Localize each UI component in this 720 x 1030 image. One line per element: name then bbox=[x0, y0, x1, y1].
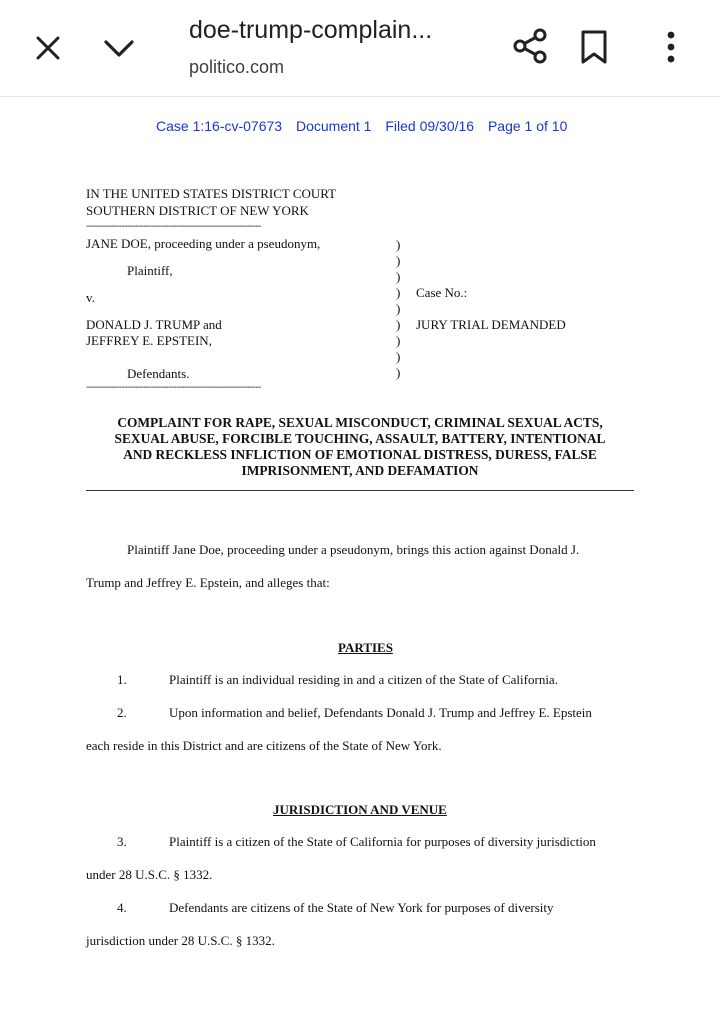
paragraph-2-text-line2: each reside in this District and are citizens of the State of New York. bbox=[86, 738, 442, 753]
paragraph-4-text-line1: Defendants are citizens of the State of New York for purposes of diversity bbox=[169, 900, 554, 915]
paragraph-number: 1. bbox=[117, 672, 127, 687]
filed-date-stamp: Filed 09/30/16 bbox=[385, 118, 475, 134]
more-options-button[interactable] bbox=[658, 28, 684, 68]
share-icon bbox=[511, 26, 551, 66]
complaint-title-line: COMPLAINT FOR RAPE, SEXUAL MISCONDUCT, CRIMINAL SEXUAL ACTS, bbox=[117, 415, 603, 430]
caption-paren: ) bbox=[396, 237, 401, 252]
complaint-title-line: IMPRISONMENT, AND DEFAMATION bbox=[241, 463, 479, 478]
case-number-label: Case No.: bbox=[416, 285, 468, 300]
caption-paren: ) bbox=[396, 285, 401, 300]
versus-label: v. bbox=[86, 290, 95, 305]
page-domain: politico.com bbox=[189, 57, 285, 77]
close-icon bbox=[30, 30, 66, 66]
plaintiff-label: Plaintiff, bbox=[127, 263, 173, 278]
complaint-title bbox=[86, 415, 634, 479]
page-count-stamp: Page 1 of 10 bbox=[487, 118, 568, 134]
court-name-line2: SOUTHERN DISTRICT OF NEW YORK bbox=[86, 203, 309, 218]
page-title: doe-trump-complain... bbox=[189, 16, 433, 44]
close-button[interactable] bbox=[30, 30, 66, 66]
court-name-line1: IN THE UNITED STATES DISTRICT COURT bbox=[86, 186, 337, 201]
pdf-header-stamp bbox=[156, 118, 577, 134]
paragraph-number: 3. bbox=[117, 834, 127, 849]
browser-top-bar bbox=[0, 0, 720, 97]
jury-trial-label: JURY TRIAL DEMANDED bbox=[416, 317, 566, 332]
case-number-stamp: Case 1:16-cv-07673 bbox=[156, 118, 283, 134]
paragraph-3-text-line1: Plaintiff is a citizen of the State of California for purposes of diversity jurisdiction bbox=[169, 834, 596, 849]
collapse-button[interactable] bbox=[100, 30, 138, 66]
plaintiff-name: JANE DOE, proceeding under a pseudonym, bbox=[86, 236, 321, 251]
defendants-label: Defendants. bbox=[127, 366, 190, 381]
defendant-name-line2: JEFFREY E. EPSTEIN, bbox=[86, 333, 212, 348]
chevron-down-icon bbox=[100, 30, 138, 66]
paragraph-number: 2. bbox=[117, 705, 127, 720]
caption-paren: ) bbox=[396, 365, 401, 380]
caption-top-divider: ---------------------------------------------------------------- bbox=[86, 221, 261, 232]
paragraph-number: 4. bbox=[117, 900, 127, 915]
caption-paren: ) bbox=[396, 349, 401, 364]
intro-paragraph-line2: Trump and Jeffrey E. Epstein, and alleges that: bbox=[86, 575, 330, 590]
paragraph-4-text-line2: jurisdiction under 28 U.S.C. § 1332. bbox=[86, 933, 275, 948]
section-heading-parties: PARTIES bbox=[338, 640, 393, 655]
complaint-title-line: SEXUAL ABUSE, FORCIBLE TOUCHING, ASSAULT, BATTERY, INTENTIONAL bbox=[114, 431, 606, 446]
bookmark-icon bbox=[576, 27, 612, 67]
complaint-title-line: AND RECKLESS INFLICTION OF EMOTIONAL DISTRESS, DURESS, FALSE bbox=[123, 447, 597, 462]
intro-paragraph-line1: Plaintiff Jane Doe, proceeding under a pseudonym, brings this action against Donald J. bbox=[127, 542, 580, 557]
caption-paren: ) bbox=[396, 269, 401, 284]
caption-bottom-divider: ---------------------------------------------------------------- bbox=[86, 382, 261, 393]
paragraph-2-text-line1: Upon information and belief, Defendants Donald J. Trump and Jeffrey E. Epstein bbox=[169, 705, 592, 720]
paragraph-1-text: Plaintiff is an individual residing in and a citizen of the State of California. bbox=[169, 672, 558, 687]
more-vert-icon bbox=[658, 28, 684, 68]
share-button[interactable] bbox=[511, 26, 551, 66]
document-number-stamp: Document 1 bbox=[295, 118, 372, 134]
caption-paren: ) bbox=[396, 253, 401, 268]
defendant-name-line1: DONALD J. TRUMP and bbox=[86, 317, 222, 332]
section-heading-jurisdiction: JURISDICTION AND VENUE bbox=[273, 802, 447, 817]
title-underline bbox=[86, 490, 634, 491]
paragraph-3-text-line2: under 28 U.S.C. § 1332. bbox=[86, 867, 213, 882]
caption-paren: ) bbox=[396, 317, 401, 332]
bookmark-button[interactable] bbox=[576, 27, 612, 67]
pdf-document-page bbox=[0, 97, 720, 1030]
caption-paren: ) bbox=[396, 301, 401, 316]
caption-paren: ) bbox=[396, 333, 401, 348]
